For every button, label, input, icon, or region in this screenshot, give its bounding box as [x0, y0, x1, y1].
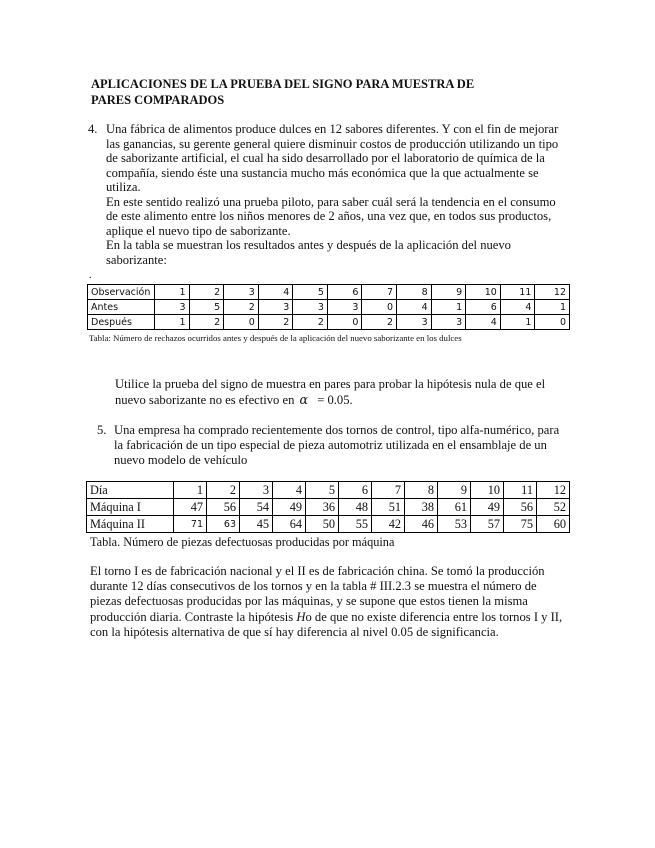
table-cell: 3	[431, 315, 466, 330]
table-row	[88, 285, 570, 300]
table-cell: 60	[537, 516, 570, 533]
exercise-5	[97, 423, 567, 468]
table-cell: 3	[258, 300, 293, 315]
table-cell: 4	[258, 285, 293, 300]
hypothesis-h: H	[296, 609, 306, 624]
table-cell: 11	[504, 482, 537, 499]
table-cell: 4	[273, 482, 306, 499]
table-cell: 11	[500, 285, 535, 300]
table-cell: 53	[438, 516, 471, 533]
table-row	[88, 315, 570, 330]
alpha-value: = 0.05.	[317, 393, 353, 407]
table-cell: 7	[372, 482, 405, 499]
stray-dot: .	[89, 270, 92, 281]
hypothesis-paragraph	[90, 564, 570, 640]
table-cell: 45	[240, 516, 273, 533]
table-cell: 46	[405, 516, 438, 533]
table-cell: 5	[293, 285, 328, 300]
table-cell: 9	[431, 285, 466, 300]
instruction-line-2	[115, 392, 575, 408]
rejections-table-caption: Tabla: Número de rechazos ocurridos antes y después de la aplicación del nuevo saborizante en los dulces	[89, 333, 462, 343]
table-cell: 61	[438, 499, 471, 516]
table-cell: 8	[397, 285, 432, 300]
alpha-symbol: α	[299, 392, 309, 407]
title-line-2: PARES COMPARADOS	[91, 93, 225, 107]
table-cell: 6	[327, 285, 362, 300]
instruction-line-2-text: nuevo saborizante no es efectivo en	[115, 393, 295, 407]
row-label: Día	[87, 482, 174, 499]
table-cell: 2	[207, 482, 240, 499]
exercise-4-paragraph-2: En este sentido realizó una prueba piloto, para saber cuál será la tendencia en el consumo de este alimento entre los niños menores de 2 años, una vez que, en todos sus productos, aplique el nuevo tipo de saborizante.	[106, 194, 556, 238]
hypothesis-text-a: El torno I es de fabricación nacional y el II es de fabricación china. Se tomó la producción durante 12 días consecutivos de los tornos y en la tabla # III.2.3 se muestra el número de piezas defectuosas producidas por las máquinas, y se supone que estos tienen la misma producción diaria. Contraste la hipótesis	[90, 564, 545, 624]
table-cell: 51	[372, 499, 405, 516]
row-label: Después	[88, 315, 155, 330]
table-cell: 1	[174, 482, 207, 499]
table-cell: 0	[535, 315, 570, 330]
table-cell: 1	[500, 315, 535, 330]
table-cell: 7	[362, 285, 397, 300]
table-cell: 10	[466, 285, 501, 300]
row-label: Observación	[88, 285, 155, 300]
table-cell: 75	[504, 516, 537, 533]
table-cell: 3	[397, 315, 432, 330]
exercise-4-body	[106, 122, 568, 267]
rejections-table	[87, 284, 570, 330]
table-cell: 54	[240, 499, 273, 516]
table-cell: 0	[327, 315, 362, 330]
table-cell: 3	[327, 300, 362, 315]
defects-table	[86, 481, 570, 533]
table-cell: 57	[471, 516, 504, 533]
instruction-paragraph	[115, 376, 575, 408]
table-cell: 4	[500, 300, 535, 315]
row-label: Máquina II	[87, 516, 174, 533]
table-cell: 5	[306, 482, 339, 499]
exercise-5-number: 5.	[97, 423, 107, 437]
table-cell: 49	[471, 499, 504, 516]
table-cell: 47	[174, 499, 207, 516]
row-label: Máquina I	[87, 499, 174, 516]
exercise-4	[88, 122, 568, 267]
table-cell: 2	[189, 315, 224, 330]
table-row	[87, 499, 570, 516]
exercise-4-paragraph-1: Una fábrica de alimentos produce dulces en 12 sabores diferentes. Y con el fin de mejorar las ganancias, su gerente general quiere disminuir costos de producción utilizando un tipo de saborizante artificial, el cual ha sido desarrollado por el laboratorio de química de la compañía, siendo éste una sustancia mucho más económica que la que actualmente se utiliza.	[106, 122, 559, 194]
table-cell: 2	[189, 285, 224, 300]
table-cell: 6	[339, 482, 372, 499]
table-cell: 49	[273, 499, 306, 516]
table-cell: 1	[155, 285, 190, 300]
table-cell: 3	[240, 482, 273, 499]
page-title	[91, 76, 551, 108]
table-cell: 52	[537, 499, 570, 516]
table-cell: 12	[535, 285, 570, 300]
title-line-1: APLICACIONES DE LA PRUEBA DEL SIGNO PARA MUESTRA DE	[91, 77, 475, 91]
table-cell: 64	[273, 516, 306, 533]
table-cell: 5	[189, 300, 224, 315]
table-cell: 1	[535, 300, 570, 315]
exercise-5-text: Una empresa ha comprado recientemente dos tornos de control, tipo alfa-numérico, para la fabricación de un tipo especial de pieza automotriz utilizada en el ensamblaje de un nuevo modelo de vehículo	[114, 423, 560, 467]
table-row	[88, 300, 570, 315]
table-cell: 63	[207, 516, 240, 533]
table-row	[87, 482, 570, 499]
defects-table-caption: Tabla. Número de piezas defectuosas producidas por máquina	[90, 535, 395, 549]
table-cell: 8	[405, 482, 438, 499]
table-cell: 6	[466, 300, 501, 315]
table-row	[87, 516, 570, 533]
table-cell: 48	[339, 499, 372, 516]
table-cell: 0	[362, 300, 397, 315]
table-cell: 38	[405, 499, 438, 516]
table-cell: 2	[224, 300, 259, 315]
table-cell: 36	[306, 499, 339, 516]
table-cell: 3	[293, 300, 328, 315]
table-cell: 4	[397, 300, 432, 315]
row-label: Antes	[88, 300, 155, 315]
table-cell: 2	[258, 315, 293, 330]
table-cell: 50	[306, 516, 339, 533]
exercise-4-number: 4.	[88, 122, 98, 136]
hypothesis-text-b: o de que no existe diferencia entre los tornos I y II, con la hipótesis alternativa de que sí hay diferencia al nivel 0.05 de significancia.	[90, 609, 563, 639]
table-cell: 2	[293, 315, 328, 330]
table-cell: 56	[207, 499, 240, 516]
table-cell: 3	[155, 300, 190, 315]
table-cell: 2	[362, 315, 397, 330]
table-cell: 0	[224, 315, 259, 330]
table-cell: 9	[438, 482, 471, 499]
table-cell: 42	[372, 516, 405, 533]
table-cell: 3	[224, 285, 259, 300]
table-cell: 56	[504, 499, 537, 516]
table-cell: 55	[339, 516, 372, 533]
table-cell: 1	[431, 300, 466, 315]
instruction-line-1: Utilice la prueba del signo de muestra en pares para probar la hipótesis nula de que el	[115, 377, 546, 391]
table-cell: 12	[537, 482, 570, 499]
exercise-4-paragraph-3: En la tabla se muestran los resultados antes y después de la aplicación del nuevo saborizante:	[106, 238, 511, 267]
table-cell: 4	[466, 315, 501, 330]
table-cell: 10	[471, 482, 504, 499]
table-cell: 71	[174, 516, 207, 533]
table-cell: 1	[155, 315, 190, 330]
